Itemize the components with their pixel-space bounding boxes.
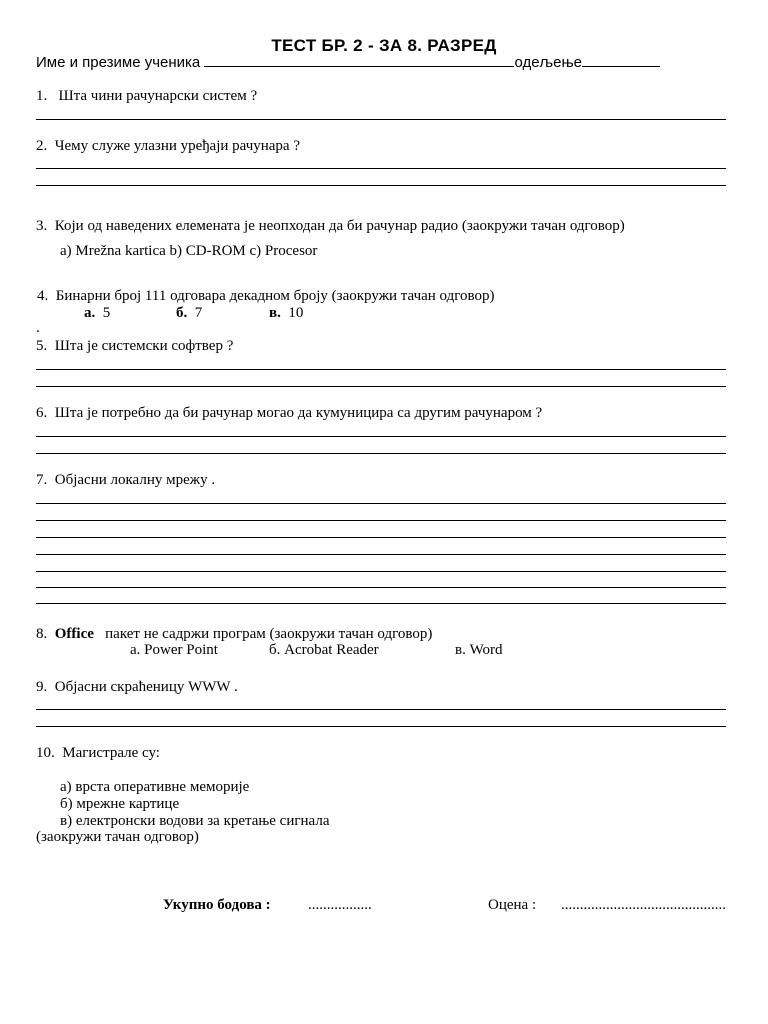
answer-line[interactable]: [36, 587, 726, 588]
question-text: Шта је потребно да би рачунар могао да кумуницира са другим рачунаром ?: [54, 405, 543, 421]
answer-line[interactable]: [36, 520, 726, 521]
answer-line[interactable]: [36, 453, 726, 454]
question-number: 3.: [36, 218, 48, 234]
question-9: [36, 680, 238, 695]
question-7: [36, 473, 215, 488]
total-points-field[interactable]: .................: [308, 897, 372, 913]
option-value: 7: [194, 305, 203, 321]
question-number: 5.: [36, 338, 48, 354]
grade-field[interactable]: ............................................: [561, 897, 726, 913]
answer-line[interactable]: [36, 185, 726, 186]
office-word: Office: [54, 626, 94, 642]
answer-line[interactable]: [36, 386, 726, 387]
question-8-option-c[interactable]: в. Word: [455, 642, 503, 658]
total-points-label: Укупно бодова :: [163, 897, 271, 913]
question-text: Који од наведених елемената је неопходан да би рачунар радио (заокружи тачан одговор): [54, 218, 625, 234]
question-text: Чему служе улазни уређаји рачунара ?: [54, 138, 300, 154]
question-number: 7.: [36, 472, 48, 488]
answer-line[interactable]: [36, 503, 726, 504]
question-text: пакет не садржи програм (заокружи тачан одговор): [105, 626, 433, 642]
question-4-option-a[interactable]: а. 5: [84, 305, 111, 321]
answer-line[interactable]: [36, 554, 726, 555]
question-3-options[interactable]: a) Mrežna kartica b) CD-ROM c) Procesor: [60, 243, 318, 259]
name-row: [36, 55, 660, 70]
question-3: [36, 219, 625, 234]
question-text: Бинарни број 111 одговара декадном броју (заокружи тачан одговор): [55, 288, 495, 304]
answer-line[interactable]: [36, 436, 726, 437]
answer-line[interactable]: [36, 537, 726, 538]
option-letter: в: [269, 305, 278, 321]
class-blank[interactable]: [582, 65, 660, 67]
question-text: Шта чини рачунарски систем ?: [58, 88, 258, 104]
name-blank[interactable]: [204, 65, 514, 67]
question-number: 2.: [36, 138, 48, 154]
question-10-option-c[interactable]: в) електронски водови за кретање сигнала: [60, 813, 330, 829]
question-number: 4.: [37, 288, 49, 304]
class-label: одељење: [514, 54, 583, 71]
option-letter: а: [84, 305, 92, 321]
question-10: [36, 746, 160, 761]
question-4-option-c[interactable]: в. 10: [269, 305, 304, 321]
answer-line[interactable]: [36, 571, 726, 572]
question-4-option-b[interactable]: б. 7: [176, 305, 203, 321]
test-title: ТЕСТ БР. 2 - ЗА 8. РАЗРЕД: [271, 36, 497, 55]
question-text: Објасни локалну мрежу .: [54, 472, 216, 488]
question-4: [37, 289, 495, 304]
question-8-option-a[interactable]: a. Power Point: [130, 642, 218, 658]
question-text: Објасни скраћеницу WWW .: [54, 679, 238, 695]
answer-line[interactable]: [36, 726, 726, 727]
answer-line[interactable]: [36, 168, 726, 169]
answer-line[interactable]: [36, 603, 726, 604]
name-label: Име и презиме ученика: [36, 54, 201, 71]
answer-line[interactable]: [36, 709, 726, 710]
question-10-option-b[interactable]: б) мрежне картице: [60, 796, 180, 812]
option-value: 5: [102, 305, 111, 321]
question-text: Магистрале су:: [62, 745, 160, 761]
answer-line[interactable]: [36, 119, 726, 120]
grade-label: Оцена :: [488, 897, 537, 913]
question-1: [36, 89, 257, 104]
question-2: [36, 139, 300, 154]
answer-line[interactable]: [36, 369, 726, 370]
stray-dot: .: [36, 320, 40, 336]
question-number: 8.: [36, 626, 48, 642]
question-6: [36, 406, 542, 421]
question-10-note: (заокружи тачан одговор): [36, 829, 199, 845]
question-number: 10.: [36, 745, 55, 761]
question-number: 6.: [36, 405, 48, 421]
question-number: 9.: [36, 679, 48, 695]
question-number: 1.: [36, 88, 48, 104]
option-letter: б: [176, 305, 184, 321]
question-5: [36, 339, 233, 354]
question-text: Шта је системски софтвер ?: [54, 338, 234, 354]
question-8: [36, 627, 432, 642]
option-value: 10: [288, 305, 304, 321]
question-10-option-a[interactable]: а) врста оперативне меморије: [60, 779, 250, 795]
question-8-option-b[interactable]: б. Acrobat Reader: [269, 642, 379, 658]
